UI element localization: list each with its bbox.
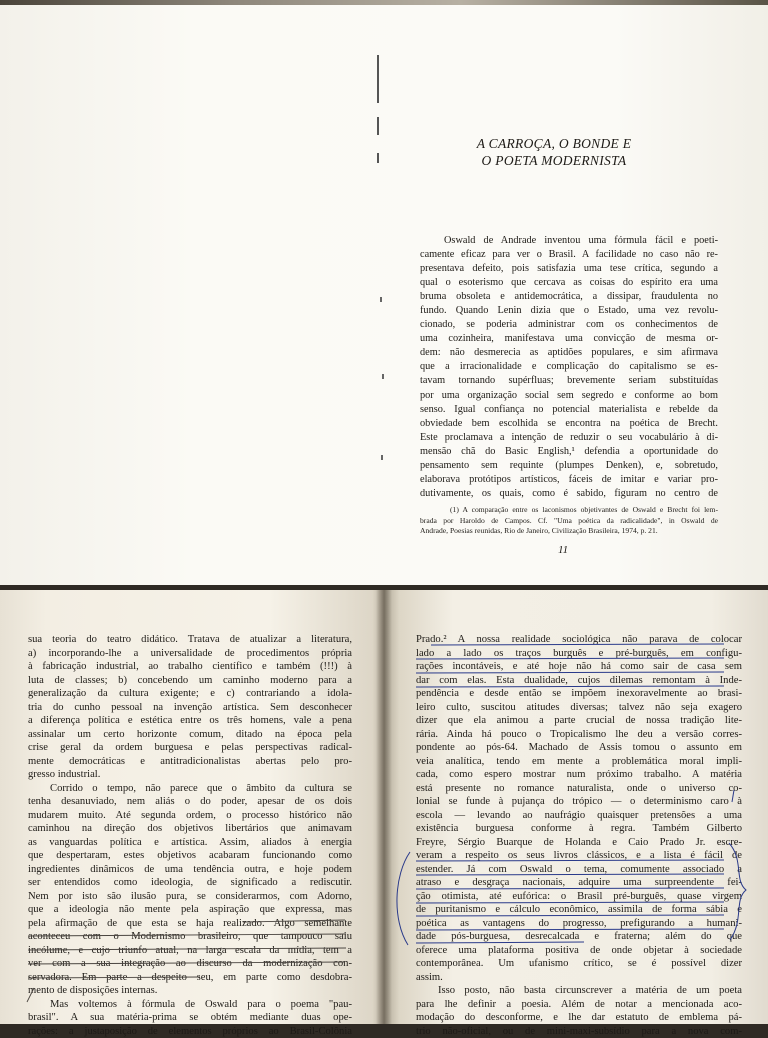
text-line: fundo. Quando Lenin dizia que o Estado, uma vez revolu-	[420, 305, 718, 317]
text-line: brasil". A sua matéria-prima se obtém mediante duas ope-	[28, 1012, 352, 1024]
text-line: mento de disposições internas.	[28, 985, 158, 997]
text-line: Isso posto, não basta circunscrever a matéria de um poeta	[438, 985, 742, 997]
text-line: para lhe definir a poesia. Além de notar a mencionada aco-	[416, 998, 742, 1010]
left-page	[0, 590, 384, 1037]
text-line: atraso e desgraça nacionais, adquire uma surpreendente fei-	[416, 877, 742, 889]
text-line: por uma organização social sem segredo e conforme ao bom	[420, 389, 718, 401]
underline-mark	[28, 962, 345, 964]
text-line: leiro culto, suscitou atitudes diversas; talvez não seja exagero	[416, 701, 742, 713]
text-line: Oswald de Andrade inventou uma fórmula fácil e poeti-	[444, 235, 718, 246]
text-line: de puritanismo e cálculo econômico, assimila de forma sábia e	[416, 904, 742, 916]
text-line: cionado, se poderia administrar com os conhecimentos de	[420, 319, 718, 331]
text-line: trio não-oficial, ou de mini-maxi-subsídio para a nova com-	[416, 1025, 742, 1037]
text-line: ver com a sua integração ao discurso da modernização con-	[28, 958, 352, 970]
text-line: dade pós-burguesa, desrecalcada e fraterna; além do que	[416, 931, 742, 943]
text-line: senso. Igual confiança no potencial materialista e rebelde da	[420, 403, 718, 415]
underline-mark	[416, 942, 584, 943]
text-line: dem: não desmerecia as aptidões populares, e sim afirmava	[420, 347, 718, 359]
text-line: mudarem muito. Até segunda ordem, o processo histórico não	[28, 809, 352, 821]
text-line: Freyre, Sérgio Buarque de Holanda e Caio Prado Jr. escre-	[416, 836, 742, 848]
text-line: oferece uma plataforma positiva de onde objetar à sociedade	[416, 944, 742, 956]
text-line: as vanguardas política e artística. Assim, aliados à energia	[28, 836, 352, 848]
text-line: gresso industrial.	[28, 769, 101, 781]
text-line: rações incontáveis, e até hoje não há como sair de casa sem	[416, 661, 742, 673]
text-line: ser entendidos como ideologia, de significado a rediscutir.	[28, 877, 352, 889]
text-line: Prado.² A nossa realidade sociológica não parava de colocar	[416, 634, 742, 645]
text-line: servadora. Em parte a despeito seu, em parte como desdobra-	[28, 971, 352, 983]
text-line: rária. Ainda há pouco o Tropicalismo lhe deu a versão corres-	[416, 728, 742, 740]
margin-bracket	[397, 852, 410, 945]
text-line: luta de classes; b) concebendo um caminho moderno para a	[28, 674, 352, 686]
text-line: estender. Já com Oswald o tema, comumente associado a	[416, 863, 742, 875]
title-line: A CARROÇA, O BONDE E	[476, 136, 632, 151]
text-line: camente eficaz para ver o Brasil. A facilidade no caso não re-	[420, 249, 718, 261]
text-line: dar com elas. Esta dualidade, cujos dilemas remontam à Inde-	[416, 674, 742, 686]
text-line: pondente ao pós-64. Machado de Assis tomou o assunto em	[416, 742, 742, 754]
text-line: uma cozinheira, manifestava uma convicção de mesma or-	[420, 333, 718, 345]
text-line: tavam tornando supérfluas; brevemente seriam substituídas	[420, 375, 718, 387]
underline-mark	[416, 929, 724, 930]
text-line: a diferença política e estética entre os três homens, vale a pena	[28, 715, 352, 727]
text-line: à fabricação industrial, ao trabalho científico e também (!!!) à	[28, 661, 352, 673]
underline-mark	[416, 860, 724, 861]
underline-mark	[28, 948, 346, 950]
text-line: dutivamente, os quais, como é sabido, figuram no centro de	[420, 487, 718, 499]
text-line: pensamento sem requinte (plumpes Denken), e, sobretudo,	[420, 459, 718, 471]
text-line: contemporânea. Um ufanismo crítico, se é possível dizer	[416, 958, 742, 970]
text-line: está presente no romance naturalista, onde o universo co-	[416, 782, 742, 794]
text-line: caminhou na direção dos objetivos libertários que animavam	[28, 823, 352, 835]
title-line: O POETA MODERNISTA	[481, 153, 627, 168]
margin-stroke	[732, 790, 734, 802]
text-line: veia analítica, tendo em mente a problemática moral impli-	[416, 755, 742, 767]
page-number: 11	[558, 544, 569, 556]
underline-mark	[416, 888, 724, 889]
footnote-line: Andrade, Poesias reunidas, Rio de Janeiro, Civilização Brasileira, 1974, p. 21.	[420, 526, 658, 535]
text-line: modação do desconforme, e lhe dar estatuto de emblema pá-	[416, 1012, 742, 1024]
text-line: qual o esoterismo que cercava as coisas do espírito era uma	[420, 277, 718, 289]
text-line: lonial se funde à pujança do trópico — o determinismo caro à	[416, 796, 742, 808]
text-line: assim.	[416, 971, 443, 983]
text-line: cada, como espero mostrar num próximo trabalho. A matéria	[416, 769, 742, 781]
chapter-title	[470, 135, 638, 169]
text-line: presentava defeito, pois satisfazia uma tese crítica, segundo a	[420, 263, 718, 275]
text-line: assinalar um certo horizonte comum, ditado na época pela	[28, 728, 352, 740]
text-line: poética as vantagens do progresso, prefigurando a humani-	[416, 917, 742, 929]
underline-mark	[416, 902, 724, 903]
text-line: ingredientes dinâmicos de uma tendência outra, e hoje podem	[28, 863, 352, 875]
text-line: Corrido o tempo, não parece que o âmbito da cultura se	[50, 782, 352, 794]
text-line: incólume, e cujo triunfo atual, na larga escala da mídia, tem a	[28, 944, 352, 956]
bracket-mark	[27, 988, 34, 1002]
book-spine	[376, 590, 392, 1024]
text-line: generalização da cultura exigente; e c) contrariando a idola-	[28, 688, 352, 700]
chapter-opening-paragraph	[420, 234, 718, 501]
page-edge	[0, 0, 768, 5]
text-line: dizer que ela animou a parte crucial de nossa tradição lite-	[416, 715, 742, 727]
text-line: existência burguesa conforme à regra. Também Gilberto	[416, 823, 742, 835]
text-line: ção otimista, até eufórica: o Brasil pré-burguês, quase virgem	[416, 890, 742, 902]
text-line: Este proclamava a intenção de reduzir o seu vocabulário à di-	[420, 431, 718, 443]
margin-marks	[375, 55, 383, 195]
underline-mark	[431, 644, 724, 645]
text-line: tria do cunho pessoal na invenção artística. Sem desconhecer	[28, 701, 352, 713]
margin-dot	[380, 297, 382, 302]
text-line: veram a respeito os seus livros clássicos, e a lista é fácil de	[416, 850, 742, 862]
pencil-underlines	[0, 590, 384, 1024]
underline-mark	[416, 874, 724, 875]
text-line: que despertaram, estes objetivos acabaram funcionando como	[28, 850, 352, 862]
text-line: pendência e desde então se impõem inexoravelmente ao brasi-	[416, 688, 742, 700]
underline-mark	[28, 934, 346, 936]
text-line: crise geral da ordem burguesa e pelas perspectivas radical-	[28, 742, 352, 754]
underline-mark	[28, 977, 200, 978]
pen-annotations	[384, 590, 768, 1024]
text-line: lado a lado os traços burguês e pré-burguês, em configu-	[416, 647, 742, 659]
text-line: mente democráticas e antitradicionalistas abertas pelo pro-	[28, 755, 352, 767]
text-line: rações: a justaposição de elementos próprios ao Brasil-Colônia	[28, 1025, 352, 1037]
text-line: Mas voltemos à fórmula de Oswald para o poema "pau-	[50, 998, 352, 1010]
text-line: elaborava protótipos artísticos, fáceis de imitar e variar pro-	[420, 473, 718, 485]
underline-mark	[416, 658, 724, 659]
right-page	[384, 590, 768, 1037]
footnote-line: (1) A comparação entre os laconismos objetivantes de Oswald e Brecht foi lem-	[450, 505, 718, 514]
margin-dot	[381, 455, 383, 460]
underline-mark	[243, 920, 345, 922]
text-line: mensão chã do Basic English,¹ defendia a oportunidade do	[420, 445, 718, 457]
footnote-line: brada por Haroldo de Campos. Cf. "Uma poética da radicalidade", in Oswald de	[420, 515, 718, 525]
margin-brace	[729, 843, 746, 940]
text-line: obviedade bem escolhida se encontra na poética de Brecht.	[420, 417, 718, 429]
underline-mark	[416, 686, 724, 687]
text-line: que a irracionalidade e complicação do capitalismo se es-	[420, 361, 718, 373]
text-line: bruma obsoleta e antidemocrática, a dissipar, fraudulenta no	[420, 291, 718, 303]
text-line: pela afirmação de que esta se haja realizado. Algo semelhante	[28, 917, 352, 929]
underline-mark	[416, 915, 724, 916]
text-line: Nem por isto são ilusão pura, se considerarmos, com Adorno,	[28, 890, 352, 902]
text-line: tenha desanuviado, nem aliás o do poder, apesar de os dois	[28, 796, 352, 808]
underline-mark	[416, 672, 724, 673]
text-line: a) incorporando-lhe a universalidade de procedimentos própria	[28, 647, 352, 659]
text-line: aconteceu com o Modernismo brasileiro, que tampouco saiu	[28, 931, 352, 943]
text-line: sua teoria do teatro didático. Tratava de atualizar a literatura,	[28, 634, 352, 645]
footnote	[420, 505, 718, 537]
margin-dot	[382, 374, 384, 379]
text-line: escola — levando ao naufrágio quaisquer pretensões a uma	[416, 809, 742, 821]
text-line: que a ideologia não mente pela aspiração que expressa, mas	[28, 904, 352, 916]
